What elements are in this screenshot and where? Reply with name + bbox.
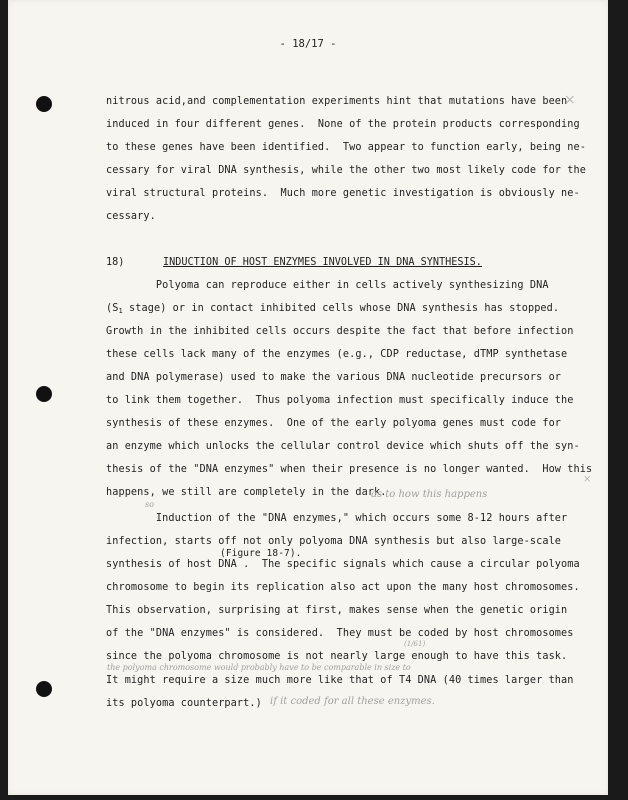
text-line-rest: stage) or in contact inhibited cells whose DNA synthesis has stopped.	[129, 303, 560, 314]
text-line: This observation, surprising at first, makes sense when the genetic origin	[106, 605, 568, 616]
s1-prefix: (S	[106, 303, 119, 314]
pencil-annotation: so	[145, 500, 154, 509]
text-line: synthesis of these enzymes. One of the early polyoma genes must code for	[106, 418, 562, 429]
text-line: to these genes have been identified. Two appear to function early, being ne-	[106, 142, 586, 153]
text-line: synthesis of host DNA . The specific signals which cause a circular polyoma	[106, 559, 580, 570]
text-line: Polyoma can reproduce either in cells actively synthesizing DNA	[106, 280, 549, 291]
binder-hole-bottom	[36, 681, 52, 697]
text-line: nitrous acid,and complementation experiments hint that mutations have been	[106, 96, 568, 107]
text-line: its polyoma counterpart.)	[106, 698, 262, 709]
text-line: viral structural proteins. Much more genetic investigation is obviously ne-	[106, 188, 580, 199]
pencil-annotation: the polyoma chromosome would probably have to be comparable in size to	[107, 663, 411, 672]
text-line: cessary.	[106, 211, 156, 222]
text-line: It might require a size much more like that of T4 DNA (40 times larger than	[106, 675, 574, 686]
text-line: these cells lack many of the enzymes (e.g., CDP reductase, dTMP synthetase	[106, 349, 568, 360]
pencil-x-mark: ×	[583, 474, 592, 485]
section-title-text: INDUCTION OF HOST ENZYMES INVOLVED IN DNA SYNTHESIS.	[163, 257, 482, 268]
pencil-annotation: as to how this happens	[371, 489, 488, 500]
pencil-annotation: if it coded for all these enzymes.	[270, 696, 435, 707]
text-line: cessary for viral DNA synthesis, while the other two most likely code for the	[106, 165, 586, 176]
text-line: induced in four different genes. None of the protein products corresponding	[106, 119, 580, 130]
page-number: - 18/17 -	[279, 38, 337, 50]
text-line: thesis of the "DNA enzymes" when their presence is no longer wanted. How this	[106, 464, 593, 475]
text-line: chromosome to begin its replication also act upon the many host chromosomes.	[106, 582, 580, 593]
pencil-annotation: (1/61)	[404, 640, 426, 648]
text-line: Induction of the "DNA enzymes," which occurs some 8-12 hours after	[106, 513, 568, 524]
binder-hole-top	[36, 96, 52, 112]
section-number: 18)	[106, 257, 125, 268]
text-line: of the "DNA enzymes" is considered. They must be coded by host chromosomes	[106, 628, 574, 639]
section-title	[163, 257, 482, 268]
text-line: infection, starts off not only polyoma DNA synthesis but also large-scale	[106, 536, 562, 547]
text-line: to link them together. Thus polyoma infection must specifically induce the	[106, 395, 574, 406]
document-page	[8, 0, 608, 795]
text-line	[106, 303, 559, 315]
text-line: an enzyme which unlocks the cellular control device which shuts off the syn-	[106, 441, 580, 452]
s1-subscript: 1	[118, 307, 123, 315]
inserted-figure-reference: (Figure 18-7).	[220, 548, 302, 559]
text-line: happens, we still are completely in the dark.	[106, 487, 387, 498]
binder-hole-middle	[36, 386, 52, 402]
pencil-x-mark: ×	[564, 92, 576, 108]
text-line: Growth in the inhibited cells occurs despite the fact that before infection	[106, 326, 574, 337]
text-line: since the polyoma chromosome is not nearly large enough to have this task.	[106, 651, 568, 662]
text-line: and DNA polymerase) used to make the various DNA nucleotide precursors or	[106, 372, 562, 383]
